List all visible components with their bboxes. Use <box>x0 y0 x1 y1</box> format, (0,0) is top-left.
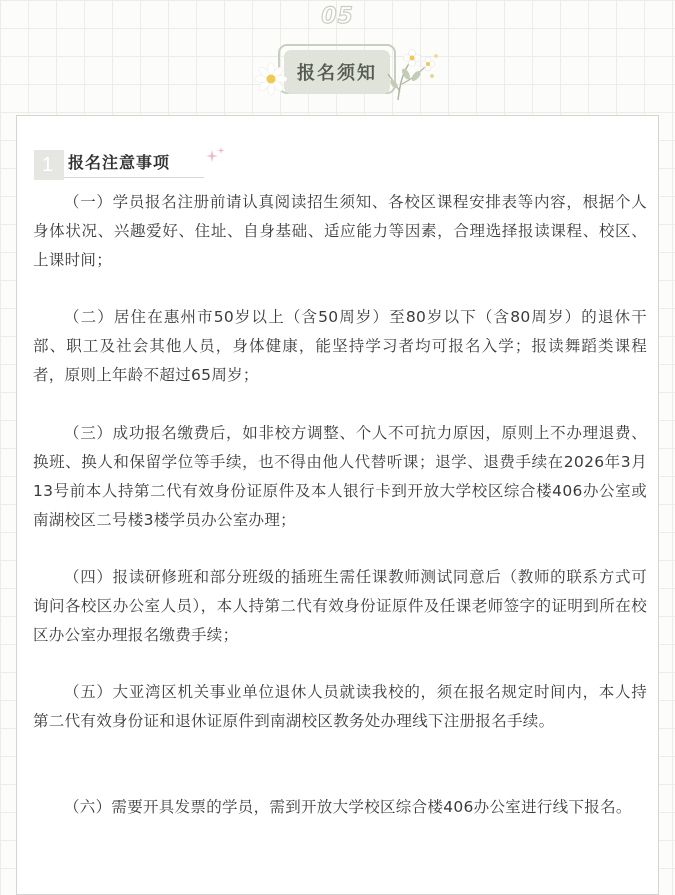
notice-paragraph-3: （三）成功报名缴费后，如非校方调整、个人不可抗力原因，原则上不办理退费、换班、换人和保留学位等手续，也不得由他人代替听课；退学、退费手续在2026年3月13号前本人持第二代有效身份证原件及本人银行卡到开放大学校区综合楼406办公室或南湖校区二号楼3楼学员办公室办理； <box>33 424 647 529</box>
daisy-icon <box>254 62 288 96</box>
section-number: 05 <box>321 4 354 29</box>
content-card <box>16 115 659 895</box>
notice-paragraph-4: （四）报读研修班和部分班级的插班生需任课教师测试同意后（教师的联系方式可询问各校区办公室人员），本人持第二代有效身份证原件及任课老师签字的证明到所在校区办公室办理报名缴费手续； <box>33 568 647 644</box>
notice-paragraph-6: （六）需要开具发票的学员，需到开放大学校区综合楼406办公室进行线下报名。 <box>64 798 632 816</box>
notice-paragraph-5: （五）大亚湾区机关事业单位退休人员就读我校的，须在报名规定时间内，本人持第二代有效身份证和退休证原件到南湖校区教务处办理线下注册报名手续。 <box>33 683 647 730</box>
notice-paragraph-1: （一）学员报名注册前请认真阅读招生须知、各校区课程安排表等内容，根据个人身体状况、兴趣爱好、住址、自身基础、适应能力等因素，合理选择报读课程、校区、上课时间； <box>33 193 647 269</box>
subheading-underline <box>64 177 204 178</box>
section-title-banner <box>0 44 675 100</box>
wildflower-sprig-icon <box>386 44 442 102</box>
notice-paragraph-2: （二）居住在惠州市50岁以上（含50周岁）至80岁以下（含80周岁）的退休干部、职工及社会其他人员，身体健康，能坚持学习者均可报名入学；报读舞蹈类课程者，原则上年龄不超过65周岁； <box>33 308 647 384</box>
section-title: 报名须知 <box>284 50 390 94</box>
sparkle-icon <box>204 146 228 166</box>
subheading-number: 1 <box>42 154 54 176</box>
subheading <box>34 146 234 180</box>
subheading-label: 报名注意事项 <box>68 153 171 172</box>
